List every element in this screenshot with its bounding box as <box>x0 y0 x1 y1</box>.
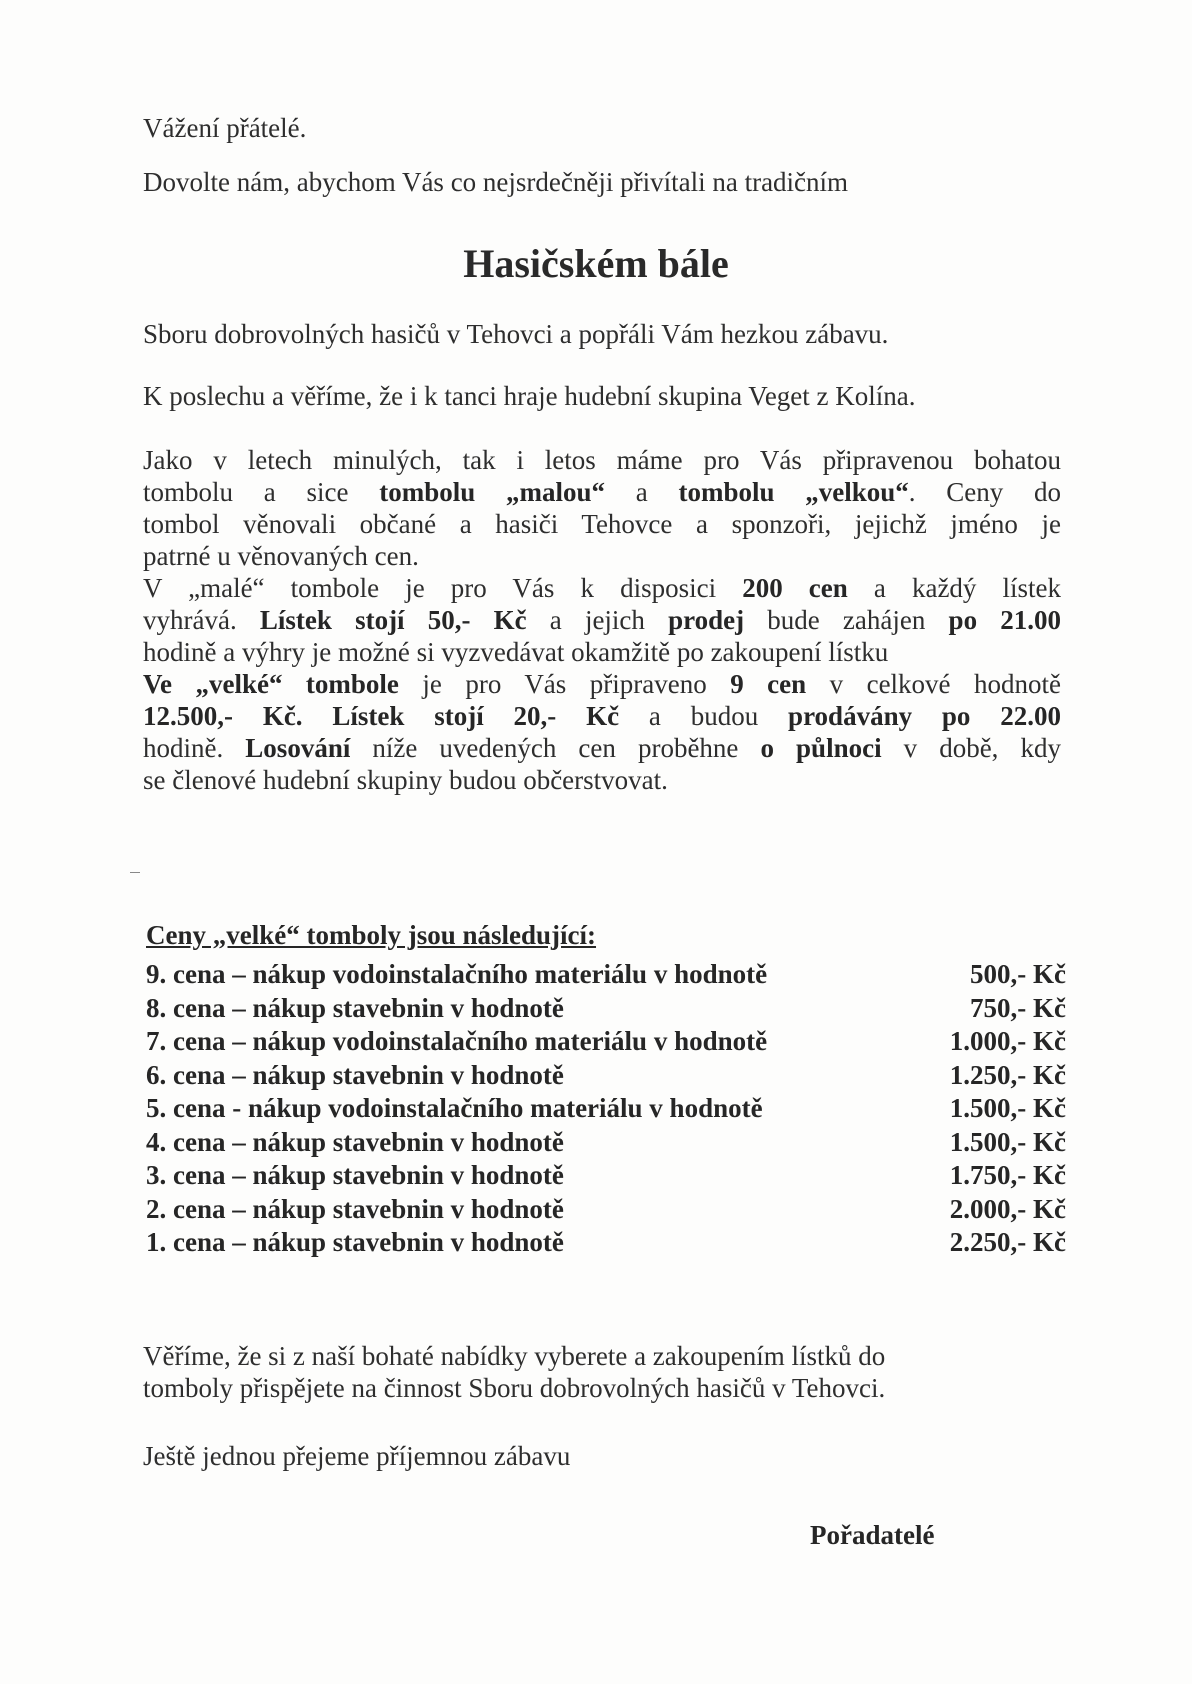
prize-value: 750,- Kč <box>970 992 1066 1023</box>
para2-line1: V „malé“ tombole je pro Vás k disposici 200 cen a každý lístek <box>143 573 1062 603</box>
prize-value: 1.000,- Kč <box>949 1026 1066 1056</box>
closing-line2: tomboly přispějete na činnost Sboru dobrovolných hasičů v Tehovci. <box>143 1373 886 1403</box>
event-title: Hasičském bále <box>463 241 729 286</box>
prizes-heading: Ceny „velké“ tomboly jsou následující: <box>146 920 597 950</box>
prize-value: 2.000,- Kč <box>949 1193 1066 1224</box>
closing-wish: Ještě jednou přejeme příjemnou zábavu <box>143 1441 571 1471</box>
para2-line6: hodině. Losování níže uvedených cen proběhne o půlnoci v době, kdy <box>143 733 1061 763</box>
para2-line7: se členové hudební skupiny budou občerstvovat. <box>143 765 668 795</box>
prize-description: 9. cena – nákup vodoinstalačního materiálu v hodnotě <box>146 959 768 989</box>
prize-description: 1. cena – nákup stavebnin v hodnotě <box>146 1227 564 1257</box>
prize-value: 1.500,- Kč <box>949 1126 1066 1157</box>
prize-value: 2.250,- Kč <box>949 1227 1066 1257</box>
prize-description: 5. cena - nákup vodoinstalačního materiálu v hodnotě <box>146 1093 763 1123</box>
para1-line4: patrné u věnovaných cen. <box>143 541 419 571</box>
prize-description: 6. cena – nákup stavebnin v hodnotě <box>146 1059 564 1090</box>
prize-value: 1.750,- Kč <box>949 1160 1066 1190</box>
para2-line3: hodině a výhry je možné si vyzvedávat okamžitě po zakoupení lístku <box>143 637 889 667</box>
para1-line1: Jako v letech minulých, tak i letos máme pro Vás připravenou bohatou <box>143 445 1061 475</box>
prize-value: 1.500,- Kč <box>949 1093 1066 1123</box>
prize-description: 8. cena – nákup stavebnin v hodnotě <box>146 992 564 1023</box>
greeting: Vážení přátelé. <box>143 113 307 143</box>
prize-description: 2. cena – nákup stavebnin v hodnotě <box>146 1193 564 1224</box>
para1-line2: tombolu a sice tombolu „malou“ a tombolu „velkou“. Ceny do <box>143 477 1062 507</box>
scan-mark <box>130 872 140 873</box>
prize-value: 1.250,- Kč <box>949 1059 1066 1090</box>
host-line: Sboru dobrovolných hasičů v Tehovci a popřáli Vám hezkou zábavu. <box>143 319 889 349</box>
intro-text: Dovolte nám, abychom Vás co nejsrdečněji přivítali na tradičním <box>143 167 849 197</box>
prize-description: 7. cena – nákup vodoinstalačního materiálu v hodnotě <box>146 1026 768 1056</box>
para2-line5: 12.500,- Kč. Lístek stojí 20,- Kč a budou prodávány po 22.00 <box>143 701 1062 731</box>
signature: Pořadatelé <box>810 1520 935 1550</box>
para2-line2: vyhrává. Lístek stojí 50,- Kč a jejich prodej bude zahájen po 21.00 <box>143 605 1061 635</box>
para1-line3: tombol věnovali občané a hasiči Tehovce a sponzoři, jejichž jméno je <box>143 509 1061 539</box>
para2-line4: Ve „velké“ tombole je pro Vás připraveno 9 cen v celkové hodnotě <box>143 669 1061 699</box>
band-line: K poslechu a věříme, že i k tanci hraje hudební skupina Veget z Kolína. <box>143 381 916 411</box>
prize-description: 3. cena – nákup stavebnin v hodnotě <box>146 1160 564 1190</box>
closing-line1: Věříme, že si z naší bohaté nabídky vyberete a zakoupením lístků do <box>143 1341 886 1371</box>
prize-value: 500,- Kč <box>970 959 1066 989</box>
prize-description: 4. cena – nákup stavebnin v hodnotě <box>146 1126 564 1157</box>
